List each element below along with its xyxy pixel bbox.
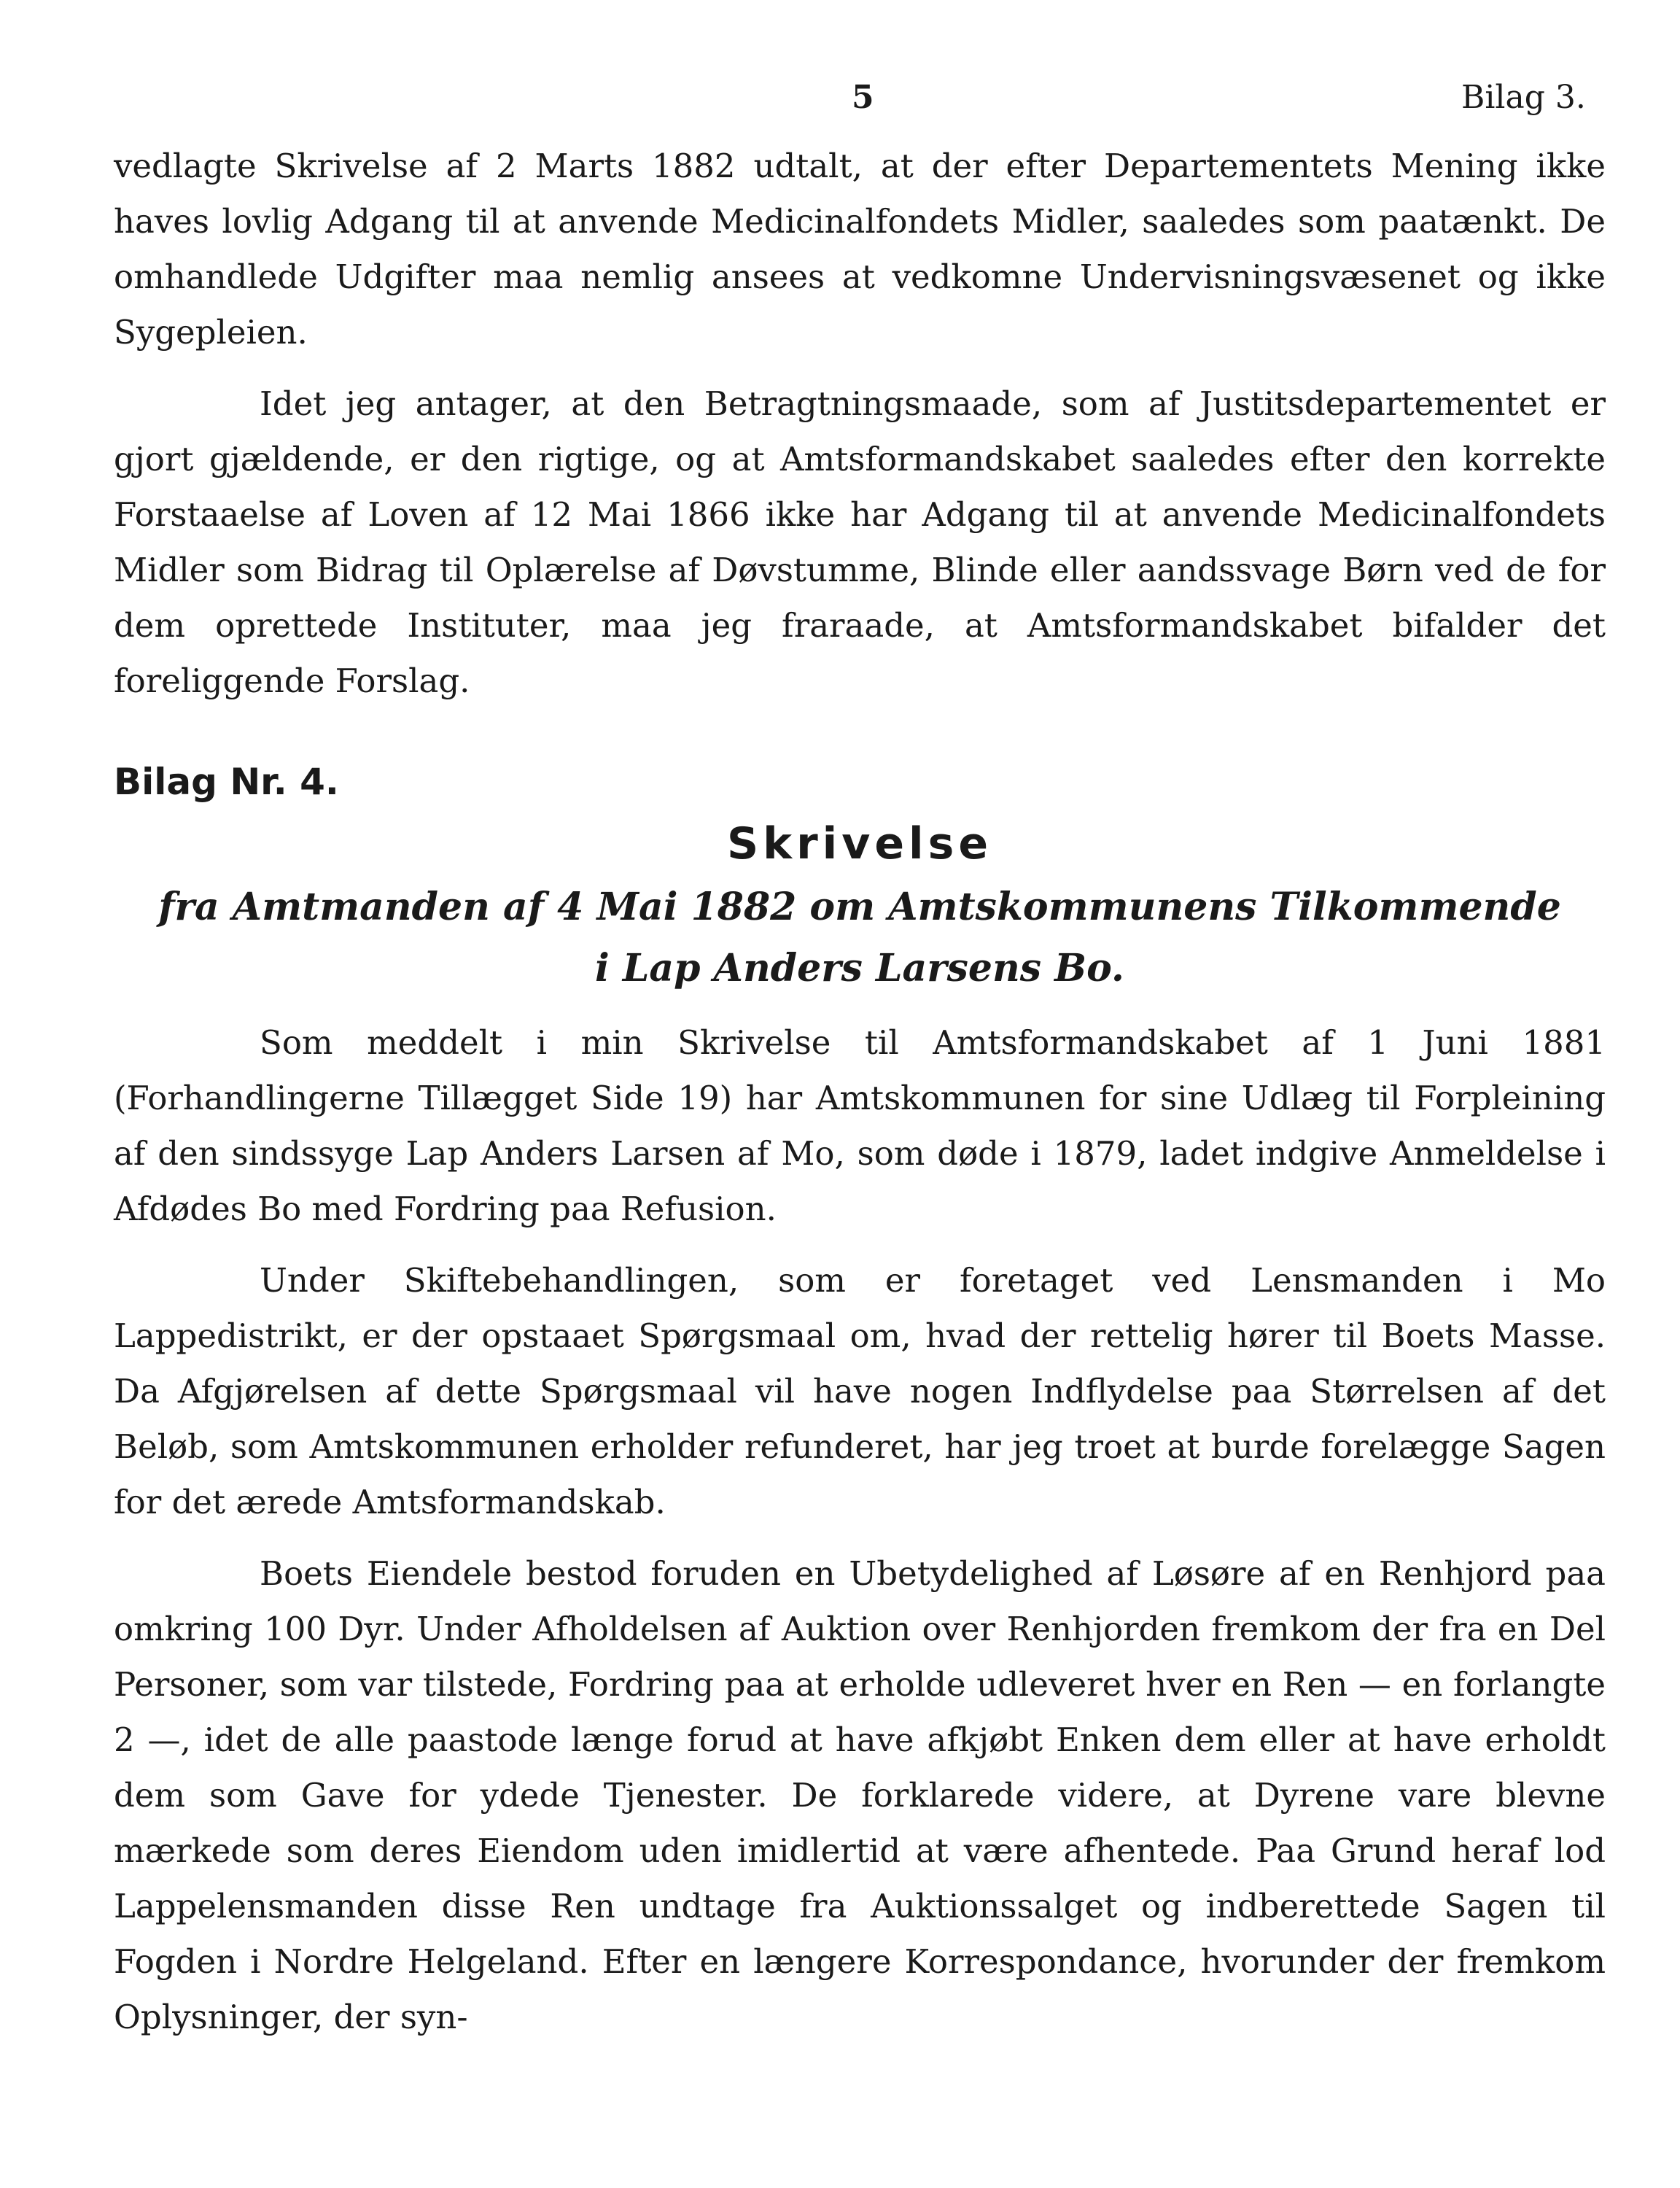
section-label: Bilag Nr. 4. (114, 761, 339, 803)
paragraph: Under Skiftebehandlingen, som er foretaget ved Lensmanden i Mo Lappedistrikt, er der opstaaet Spørgsmaal om, hvad der rettelig hører til Boets Masse. Da Afgjørelsen af dette Spørgsmaal vil have nogen Indflydelse paa Størrelsen af det Beløb, som Amtskommunen erholder refunderet, har jeg troet at burde forelægge Sagen for det ærede Amtsformandskab. (114, 1261, 1606, 1521)
document-body (114, 139, 1606, 2045)
page-number: 5 (852, 79, 874, 116)
running-head (0, 79, 1680, 123)
paragraph: Som meddelt i min Skrivelse til Amtsformandskabet af 1 Juni 1881 (Forhandlingerne Tillægget Side 19) har Amtskommunen for sine Udlæg til Forpleining af den sindssyge Lap Anders Larsen af Mo, som døde i 1879, ladet indgive Anmeldelse i Afdødes Bo med Fordring paa Refusion. (114, 1023, 1606, 1228)
document-subtitle-line-2: i Lap Anders Larsens Bo. (595, 946, 1124, 990)
document-subtitle-line-1: fra Amtmanden af 4 Mai 1882 om Amtskommunens Tilkommende (158, 885, 1561, 929)
paragraph-continuation: vedlagte Skrivelse af 2 Marts 1882 udtalt, at der efter Departementets Mening ikke haves lovlig Adgang til at anvende Medicinalfondets Midler, saaledes som paatænkt. De omhandlede Udgifter maa nemlig ansees at vedkomne Undervisningsvæsenet og ikke Sygepleien. (114, 147, 1606, 352)
bilag-reference: Bilag 3. (1461, 79, 1586, 116)
document-title: Skrivelse (726, 818, 993, 869)
paragraph: Idet jeg antager, at den Betragtningsmaade, som af Justitsdepartementet er gjort gjældende, er den rigtige, og at Amtsformandskabet saaledes efter den korrekte Forstaaelse af Loven af 12 Mai 1866 ikke har Adgang til at anvende Medicinalfondets Midler som Bidrag til Oplærelse af Døvstumme, Blinde eller aandssvage Børn ved de for dem oprettede Instituter, maa jeg fraraade, at Amtsformandskabet bifalder det foreliggende Forslag. (114, 384, 1606, 700)
paragraph: Boets Eiendele bestod foruden en Ubetydelighed af Løsøre af en Renhjord paa omkring 100 Dyr. Under Afholdelsen af Auktion over Renhjorden fremkom der fra en Del Personer, som var tilstede, Fordring paa at erholde udleveret hver en Ren — en forlangte 2 —, idet de alle paastode længe forud at have afkjøbt Enken dem eller at have erholdt dem som Gave for ydede Tjenester. De forklarede videre, at Dyrene vare blevne mærkede som deres Eiendom uden imidlertid at være afhentede. Paa Grund heraf lod Lappelensmanden disse Ren undtage fra Auktionssalget og indberettede Sagen til Fogden i Nordre Helgeland. Efter en længere Korrespondance, hvorunder der fremkom Oplysninger, der syn- (114, 1554, 1606, 2036)
